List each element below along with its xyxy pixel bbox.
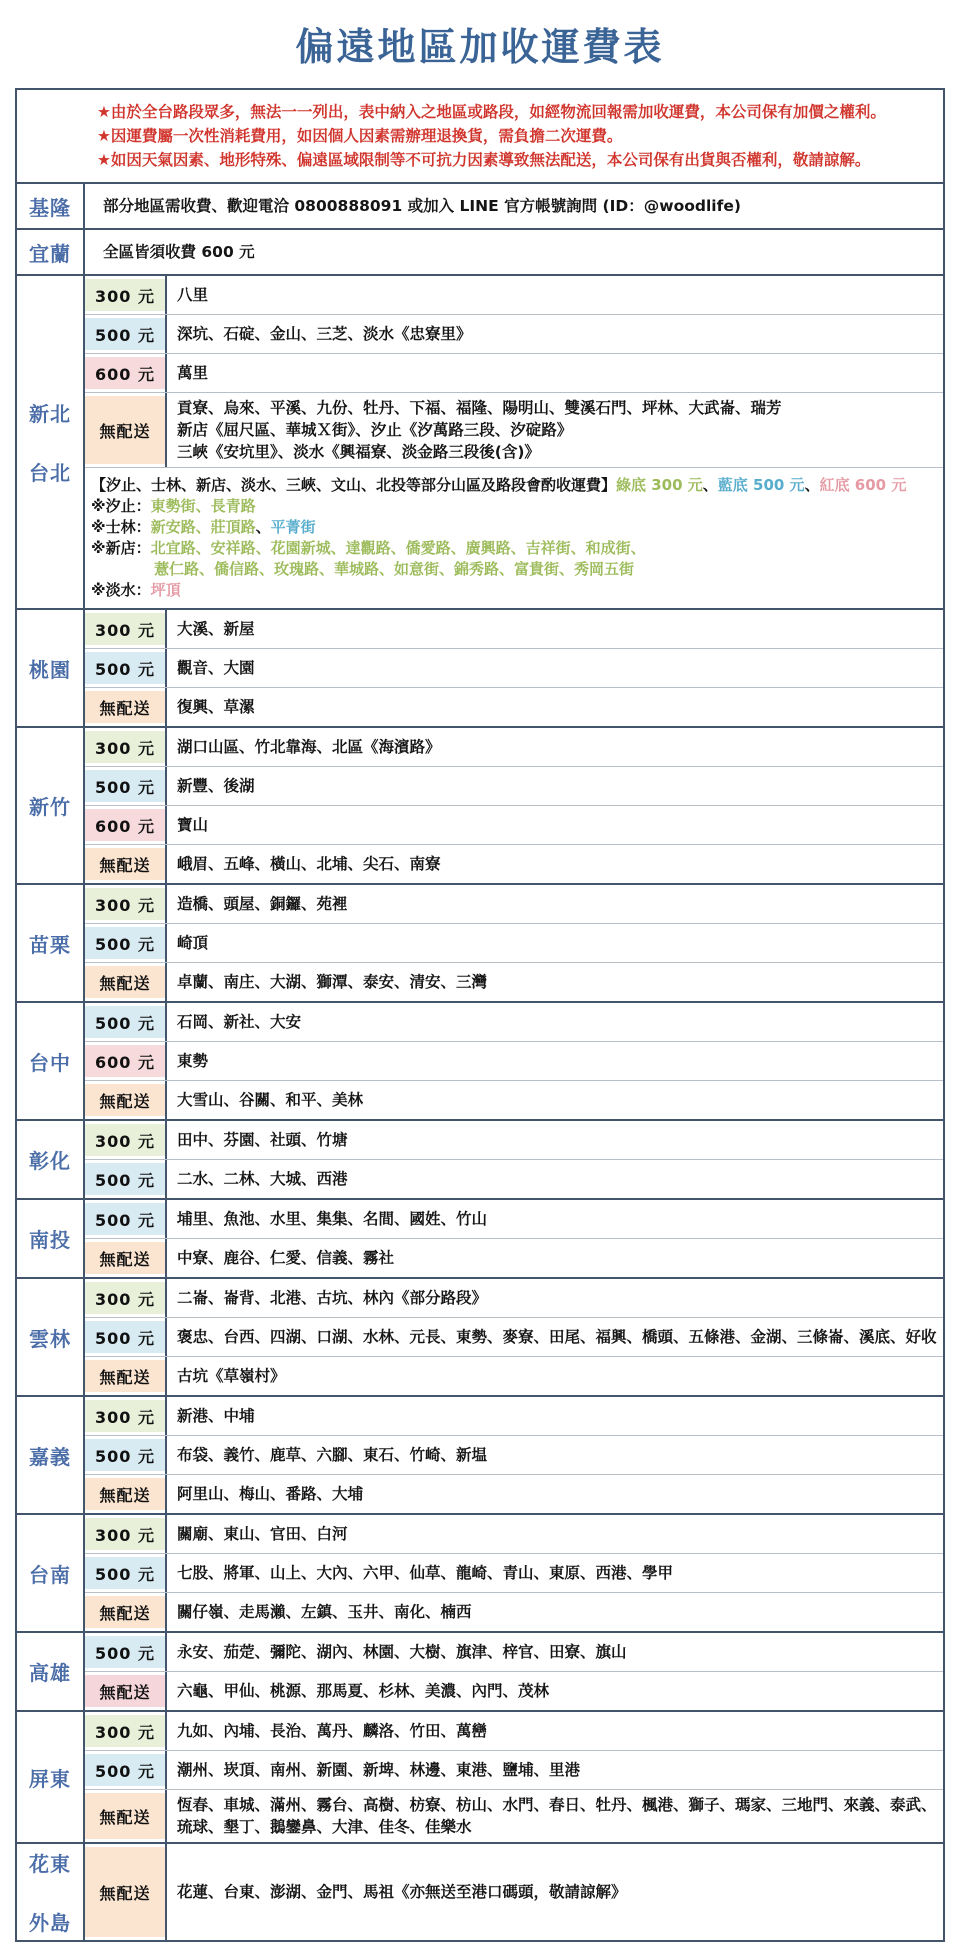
fee-row: [85, 1844, 943, 1940]
fee-badge: 300 元: [85, 1715, 165, 1747]
section-rows: [85, 1121, 943, 1198]
fee-cell-wrap: [85, 649, 167, 687]
fee-cell-wrap: [85, 963, 167, 1001]
note-line: [91, 559, 937, 580]
region-label: [17, 1844, 85, 1940]
note-segment: 【汐止、士林、新店、淡水、三峽、文山、北投等部分山區及路段會酌收運費】: [91, 476, 617, 494]
area-list: [167, 610, 943, 648]
area-list: [167, 767, 943, 805]
fee-cell-wrap: [85, 1003, 167, 1041]
region-label: [17, 1515, 85, 1631]
fee-badge: 300 元: [85, 1400, 165, 1432]
fee-row: [85, 610, 943, 649]
region-label-text: 嘉義: [29, 1444, 71, 1469]
fee-row: [85, 276, 943, 315]
fee-row: [85, 885, 943, 924]
note-segment: 東勢街、長青路: [150, 497, 256, 515]
area-line: 復興、草漯: [177, 698, 255, 716]
fee-cell-wrap: [85, 1081, 167, 1119]
area-list: [167, 1200, 943, 1238]
fee-row: [85, 806, 943, 845]
fee-badge: 無配送: [85, 1478, 165, 1510]
area-list: [167, 1633, 943, 1671]
fee-cell-wrap: [85, 1042, 167, 1080]
area-line: 萬里: [177, 364, 209, 382]
region-label-text: 苗栗: [29, 932, 71, 957]
area-line: 崎頂: [177, 934, 209, 952]
fee-badge: 500 元: [85, 318, 165, 350]
fee-badge: 500 元: [85, 1636, 165, 1668]
area-list: [85, 184, 943, 228]
area-line: 古坑《草嶺村》: [177, 1367, 286, 1385]
fee-table: [15, 88, 945, 1942]
area-list: [167, 315, 943, 353]
notice-line: ★如因天氣因素、地形特殊、偏遠區域限制等不可抗力因素導致無法配送，本公司保有出貨與否權利，敬請諒解。: [97, 151, 871, 169]
area-line: 關仔嶺、走馬瀨、左鎮、玉井、南化、楠西: [177, 1603, 472, 1621]
fee-cell-wrap: [85, 767, 167, 805]
region-section: [17, 1200, 943, 1279]
region-section: [17, 610, 943, 728]
region-section: [17, 728, 943, 885]
fee-row: [85, 1160, 943, 1198]
area-line: 寶山: [177, 816, 209, 834]
fee-cell-wrap: [85, 1200, 167, 1238]
fee-badge: 無配送: [85, 691, 165, 723]
section-rows: [85, 885, 943, 1001]
fee-cell-wrap: [85, 1672, 167, 1710]
fee-badge: 無配送: [85, 966, 165, 998]
fee-cell-wrap: [85, 1475, 167, 1513]
area-list: [167, 1397, 943, 1435]
fee-cell-wrap: [85, 1751, 167, 1789]
note-segment: 綠底 300 元: [616, 476, 703, 494]
fee-cell-wrap: [85, 1712, 167, 1750]
area-list: [167, 1003, 943, 1041]
area-list: [167, 1751, 943, 1789]
fee-row: [85, 230, 943, 274]
area-line: 布袋、義竹、鹿草、六腳、東石、竹崎、新塭: [177, 1446, 488, 1464]
fee-row: [85, 184, 943, 228]
area-line: 新豐、後湖: [177, 777, 255, 795]
fee-cell-wrap: [85, 610, 167, 648]
area-line: 貢寮、烏來、平溪、九份、牡丹、下福、福隆、陽明山、雙溪石門、坪林、大武崙、瑞芳: [177, 399, 782, 417]
region-label-text: 新北: [29, 402, 71, 426]
fee-row: [85, 1357, 943, 1395]
fee-badge: 300 元: [85, 1124, 165, 1156]
fee-cell-wrap: [85, 1593, 167, 1631]
area-line: 峨眉、五峰、橫山、北埔、尖石、南寮: [177, 855, 441, 873]
section-rows: [85, 610, 943, 726]
area-list: [167, 963, 943, 1001]
fee-row: [85, 1790, 943, 1842]
fee-row: [85, 767, 943, 806]
region-section: [17, 184, 943, 230]
area-list: [167, 1239, 943, 1277]
area-line: 二崙、崙背、北港、古坑、林內《部分路段》: [177, 1289, 488, 1307]
fee-row: [85, 1318, 943, 1357]
area-list: [167, 1790, 943, 1842]
area-list: [167, 1672, 943, 1710]
region-section: [17, 1397, 943, 1515]
note-segment: ※士林：: [91, 518, 151, 536]
fee-badge: 無配送: [85, 1596, 165, 1628]
area-list: [167, 885, 943, 923]
note-segment: 、: [255, 518, 271, 536]
fee-row: [85, 1081, 943, 1119]
region-label-text: 宜蘭: [29, 241, 71, 266]
region-section: [17, 276, 943, 610]
note-segment: 紅底 600 元: [819, 476, 907, 494]
note-segment: 新安路、莊頂路: [150, 518, 256, 536]
region-label: [17, 1200, 85, 1277]
note-segment: 、: [804, 476, 820, 494]
region-section: [17, 1712, 943, 1844]
note-line: [91, 496, 937, 517]
region-label: [17, 1003, 85, 1119]
notice-line: ★由於全台路段眾多，無法一一列出，表中納入之地區或路段，如經物流回報需加收運費，本公司保有加價之權利。: [97, 103, 886, 121]
area-list: [167, 1475, 943, 1513]
fee-row: [85, 1003, 943, 1042]
section-rows: [85, 1633, 943, 1710]
fee-cell-wrap: [85, 1436, 167, 1474]
fee-row: [85, 1515, 943, 1554]
area-list: [167, 728, 943, 766]
section-rows: [85, 1200, 943, 1277]
area-line: 九如、內埔、長治、萬丹、麟洛、竹田、萬巒: [177, 1722, 488, 1740]
fee-row: [85, 1633, 943, 1672]
fee-badge: 300 元: [85, 279, 165, 311]
region-label-text: 外島: [29, 1911, 71, 1935]
fee-cell-wrap: [85, 1239, 167, 1277]
area-line: 深坑、石碇、金山、三芝、淡水《忠寮里》: [177, 325, 472, 343]
fee-cell-wrap: [85, 1397, 167, 1435]
fee-badge: 無配送: [85, 1242, 165, 1274]
fee-cell-wrap: [85, 885, 167, 923]
fee-cell-wrap: [85, 1554, 167, 1592]
area-list: [167, 1554, 943, 1592]
region-section: [17, 1279, 943, 1397]
region-section: [17, 1844, 943, 1940]
fee-badge: 300 元: [85, 613, 165, 645]
fee-badge: 300 元: [85, 731, 165, 763]
fee-row: [85, 1593, 943, 1631]
area-list: [167, 649, 943, 687]
note-segment: 藍底 500 元: [717, 476, 805, 494]
area-line: 阿里山、梅山、番路、大埔: [177, 1485, 364, 1503]
area-line: 關廟、東山、官田、白河: [177, 1525, 348, 1543]
note-line: [91, 580, 937, 601]
fee-cell-wrap: [85, 728, 167, 766]
region-label-text: 南投: [29, 1228, 71, 1252]
region-label: [17, 276, 85, 608]
fee-badge: 500 元: [85, 1754, 165, 1786]
area-line: 八里: [177, 286, 209, 304]
area-line: 中寮、鹿谷、仁愛、信義、霧社: [177, 1249, 395, 1267]
fee-row: [85, 649, 943, 688]
fee-cell-wrap: [85, 354, 167, 392]
fee-badge: 無配送: [85, 1793, 165, 1839]
note-line: [91, 475, 937, 496]
section-rows: [85, 1397, 943, 1513]
region-label-text: 花東: [29, 1852, 71, 1876]
region-label: [17, 885, 85, 1001]
region-section: [17, 1515, 943, 1633]
area-line: 觀音、大園: [177, 659, 255, 677]
section-rows: [85, 1003, 943, 1119]
area-line: 埔里、魚池、水里、集集、名間、國姓、竹山: [177, 1210, 488, 1228]
fee-row: [85, 393, 943, 468]
fee-row: [85, 1436, 943, 1475]
fee-cell-wrap: [85, 1318, 167, 1356]
area-list: [167, 1121, 943, 1159]
region-label: [17, 1279, 85, 1395]
page-title: 偏遠地區加收運費表: [295, 25, 665, 69]
region-label: [17, 728, 85, 883]
fee-badge: 500 元: [85, 1439, 165, 1471]
section-rows: [85, 1279, 943, 1395]
note-segment: 平菁街: [270, 518, 316, 536]
area-line: 二水、二林、大城、西港: [177, 1170, 348, 1188]
fee-badge: 500 元: [85, 1321, 165, 1353]
fee-row: [85, 354, 943, 393]
fee-badge: 600 元: [85, 809, 165, 841]
area-list: [167, 1593, 943, 1631]
region-section: [17, 230, 943, 276]
region-section: [17, 1121, 943, 1200]
fee-row: [85, 1121, 943, 1160]
fee-row: [85, 963, 943, 1001]
fee-row: [85, 924, 943, 963]
region-section: [17, 885, 943, 1003]
fee-cell-wrap: [85, 1121, 167, 1159]
area-line: 東勢: [177, 1052, 209, 1070]
region-label: [17, 184, 85, 228]
fee-row: [85, 728, 943, 767]
fee-row: [85, 1397, 943, 1436]
section-rows: [85, 1712, 943, 1842]
section-rows: [85, 276, 943, 608]
fee-badge: 500 元: [85, 652, 165, 684]
area-list: [167, 393, 943, 467]
region-label-text: 新竹: [29, 795, 71, 819]
area-list: [167, 1081, 943, 1119]
area-line: 三峽《安坑里》、淡水《興福寮、淡金路三段後(含)》: [177, 443, 540, 461]
area-line: 琉球、墾丁、鵝鑾鼻、大津、佳冬、佳樂水: [177, 1818, 472, 1836]
region-label: [17, 1712, 85, 1842]
note-line: [91, 538, 937, 559]
note-segment: 北宜路、安祥路、花園新城、達觀路、僑愛路、廣興路、吉祥街、和成街、: [150, 539, 646, 557]
section-rows: [85, 184, 943, 228]
area-line: 石岡、新社、大安: [177, 1013, 302, 1031]
fee-row: [85, 1042, 943, 1081]
region-label: [17, 610, 85, 726]
area-list: [167, 1515, 943, 1553]
fee-badge: 無配送: [85, 1675, 165, 1707]
area-line: 新店《屈尺區、華城Ｘ街》、汐止《汐萬路三段、汐碇路》: [177, 421, 573, 439]
fee-badge: 300 元: [85, 888, 165, 920]
notice-box: [17, 90, 943, 184]
area-line: 卓蘭、南庄、大湖、獅潭、泰安、清安、三灣: [177, 973, 488, 991]
notice-line: ★因運費屬一次性消耗費用，如因個人因素需辦理退換貨，需負擔二次運費。: [97, 127, 623, 145]
region-label: [17, 1397, 85, 1513]
note-segment: 薏仁路、僑信路、玫瑰路、華城路、如意街、錦秀路、富貴街、秀岡五街: [154, 560, 635, 578]
region-label-text: 桃園: [29, 657, 71, 682]
fee-cell-wrap: [85, 924, 167, 962]
fee-row: [85, 315, 943, 354]
note-segment: ※汐止：: [91, 497, 151, 515]
area-list: [167, 924, 943, 962]
section-rows: [85, 1515, 943, 1631]
fee-cell-wrap: [85, 276, 167, 314]
fee-badge: 無配送: [85, 1360, 165, 1392]
area-line: 湖口山區、竹北靠海、北區《海濱路》: [177, 738, 441, 756]
fee-badge: 無配送: [85, 396, 165, 464]
area-list: [167, 845, 943, 883]
note-segment: ※新店：: [91, 539, 151, 557]
area-line: 田中、芬園、社頭、竹塘: [177, 1131, 348, 1149]
fee-cell-wrap: [85, 1844, 167, 1940]
note-segment: 坪頂: [150, 581, 181, 599]
fee-cell-wrap: [85, 1790, 167, 1842]
region-label-text: 彰化: [29, 1149, 71, 1173]
fee-cell-wrap: [85, 806, 167, 844]
area-line: 永安、茄萣、彌陀、湖內、林園、大樹、旗津、梓官、田寮、旗山: [177, 1643, 627, 1661]
fee-cell-wrap: [85, 845, 167, 883]
area-line: 大雪山、谷關、和平、美林: [177, 1091, 364, 1109]
fee-badge: 500 元: [85, 1203, 165, 1235]
fee-badge: 無配送: [85, 848, 165, 880]
area-list: [167, 354, 943, 392]
area-line: 新港、中埔: [177, 1407, 255, 1425]
fee-badge: 無配送: [85, 1084, 165, 1116]
fee-badge: 300 元: [85, 1518, 165, 1550]
fee-badge: 300 元: [85, 1282, 165, 1314]
area-list: [167, 1160, 943, 1198]
region-label-text: 台南: [29, 1562, 71, 1587]
section-notes: [85, 468, 943, 608]
fee-cell-wrap: [85, 688, 167, 726]
fee-cell-wrap: [85, 1279, 167, 1317]
region-label-text: 基隆: [29, 195, 71, 220]
area-line: 恆春、車城、滿州、霧台、高樹、枋寮、枋山、水門、春日、牡丹、楓港、獅子、瑪家、三地門、來義、泰武、: [177, 1796, 937, 1814]
area-line: 褒忠、台西、四湖、口湖、水林、元長、東勢、麥寮、田尾、福興、橋頭、五條港、金湖、三條崙、溪底、好收: [177, 1328, 937, 1346]
fee-row: [85, 1554, 943, 1593]
area-list: [167, 1279, 943, 1317]
section-rows: [85, 728, 943, 883]
fee-badge: 500 元: [85, 1557, 165, 1589]
note-line: [91, 517, 937, 538]
fee-badge: 無配送: [85, 1847, 165, 1937]
fee-badge: 500 元: [85, 770, 165, 802]
region-label: [17, 1633, 85, 1710]
fee-cell-wrap: [85, 1160, 167, 1198]
fee-row: [85, 1751, 943, 1790]
fee-cell-wrap: [85, 1633, 167, 1671]
fee-badge: 500 元: [85, 927, 165, 959]
area-list: [167, 1436, 943, 1474]
fee-row: [85, 1672, 943, 1710]
fee-badge: 600 元: [85, 357, 165, 389]
area-line: 七股、將軍、山上、大內、六甲、仙草、龍崎、青山、東原、西港、學甲: [177, 1564, 674, 1582]
region-label-text: 台中: [29, 1050, 71, 1075]
fee-row: [85, 1475, 943, 1513]
area-line: 大溪、新屋: [177, 620, 255, 638]
fee-cell-wrap: [85, 393, 167, 467]
note-segment: 、: [702, 476, 718, 494]
area-list: [167, 688, 943, 726]
area-list: [167, 1844, 943, 1940]
fee-table-body: [17, 184, 943, 1940]
fee-cell-wrap: [85, 1357, 167, 1395]
area-list: [85, 230, 943, 274]
fee-row: [85, 1239, 943, 1277]
section-rows: [85, 230, 943, 274]
fee-row: [85, 845, 943, 883]
region-label: [17, 1121, 85, 1198]
fee-badge: 600 元: [85, 1045, 165, 1077]
region-label-text: 屏東: [29, 1766, 71, 1791]
note-segment: ※淡水：: [91, 581, 151, 599]
fee-row: [85, 688, 943, 726]
area-list: [167, 1042, 943, 1080]
area-list: [167, 1318, 943, 1356]
region-section: [17, 1003, 943, 1121]
area-list: [167, 1357, 943, 1395]
area-line: 部分地區需收費、歡迎電洽 0800888091 或加入 LINE 官方帳號詢問 (ID：@woodlife): [103, 197, 741, 215]
area-line: 六龜、甲仙、桃源、那馬夏、杉林、美濃、內門、茂林: [177, 1682, 550, 1700]
area-list: [167, 276, 943, 314]
fee-row: [85, 1279, 943, 1318]
region-label-text: 台北: [29, 461, 71, 485]
region-label-text: 高雄: [29, 1661, 71, 1685]
region-label-text: 雲林: [29, 1326, 71, 1351]
fee-badge: 500 元: [85, 1163, 165, 1195]
fee-cell-wrap: [85, 1515, 167, 1553]
region-section: [17, 1633, 943, 1712]
area-line: 潮州、崁頂、南州、新園、新埤、林邊、東港、鹽埔、里港: [177, 1761, 581, 1779]
region-label: [17, 230, 85, 274]
fee-row: [85, 1712, 943, 1751]
area-list: [167, 806, 943, 844]
area-line: 花蓮、台東、澎湖、金門、馬祖《亦無送至港口碼頭，敬請諒解》: [177, 1883, 627, 1901]
fee-cell-wrap: [85, 315, 167, 353]
area-list: [167, 1712, 943, 1750]
section-rows: [85, 1844, 943, 1940]
area-line: 造橋、頭屋、銅鑼、苑裡: [177, 895, 348, 913]
fee-row: [85, 1200, 943, 1239]
area-line: 全區皆須收費 600 元: [103, 243, 255, 261]
fee-badge: 500 元: [85, 1006, 165, 1038]
